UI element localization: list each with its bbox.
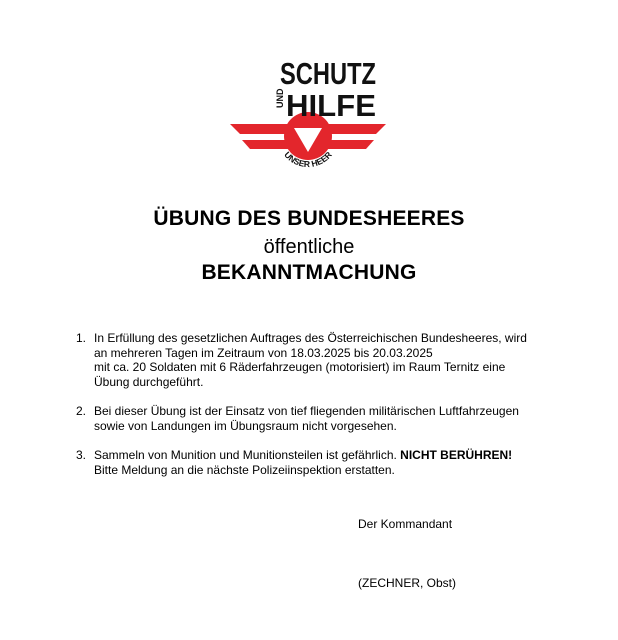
- logo-line1: SCHUTZ: [280, 56, 377, 91]
- item-line-text: Sammeln von Munition und Munitionsteilen ist gefährlich.: [94, 448, 401, 462]
- item-number: 2.: [76, 404, 87, 418]
- item-number: 3.: [76, 448, 87, 462]
- item-line: [94, 448, 546, 463]
- right-wing-upper: [328, 124, 386, 134]
- signature-role: Der Kommandant: [358, 517, 453, 531]
- item-number: 1.: [76, 331, 87, 345]
- item-line: sowie von Landungen im Übungsraum nicht vorgesehen.: [94, 418, 397, 433]
- item-line: Übung durchgeführt.: [94, 374, 204, 389]
- page-title: ÜBUNG DES BUNDESHEERES: [153, 207, 465, 230]
- logo-ring-text: UNSER HEER: [282, 149, 334, 170]
- page-title-2: BEKANNTMACHUNG: [201, 261, 417, 284]
- list-item: [76, 331, 546, 389]
- list-item: [76, 404, 546, 433]
- item-text: [94, 448, 546, 477]
- logo-side-text: UND: [275, 88, 285, 108]
- announcement-list: [76, 331, 546, 492]
- left-wing-lower: [242, 140, 288, 149]
- item-line: In Erfüllung des gesetzlichen Auftrages des Österreichischen Bundesheeres, wird: [94, 331, 527, 345]
- signature-name: (ZECHNER, Obst): [358, 576, 457, 590]
- warning-text: NICHT BERÜHREN!: [400, 448, 513, 462]
- item-text: [94, 331, 546, 389]
- right-wing-lower: [328, 140, 374, 149]
- item-line: mit ca. 20 Soldaten mit 6 Räderfahrzeugen (motorisiert) im Raum Ternitz eine: [94, 360, 506, 374]
- left-wing-upper: [230, 124, 288, 134]
- item-line: Bei dieser Übung ist der Einsatz von tief fliegenden militärischen Luftfahrzeugen: [94, 404, 519, 418]
- page-subtitle: öffentliche: [263, 236, 355, 258]
- item-text: [94, 404, 546, 433]
- schutz-und-hilfe-logo: [228, 56, 388, 186]
- list-item: [76, 448, 546, 477]
- item-line: Bitte Meldung an die nächste Polizeiinspektion erstatten.: [94, 462, 395, 477]
- logo-line2: HILFE: [286, 88, 376, 123]
- item-line: an mehreren Tagen im Zeitraum von 18.03.2025 bis 20.03.2025: [94, 345, 433, 360]
